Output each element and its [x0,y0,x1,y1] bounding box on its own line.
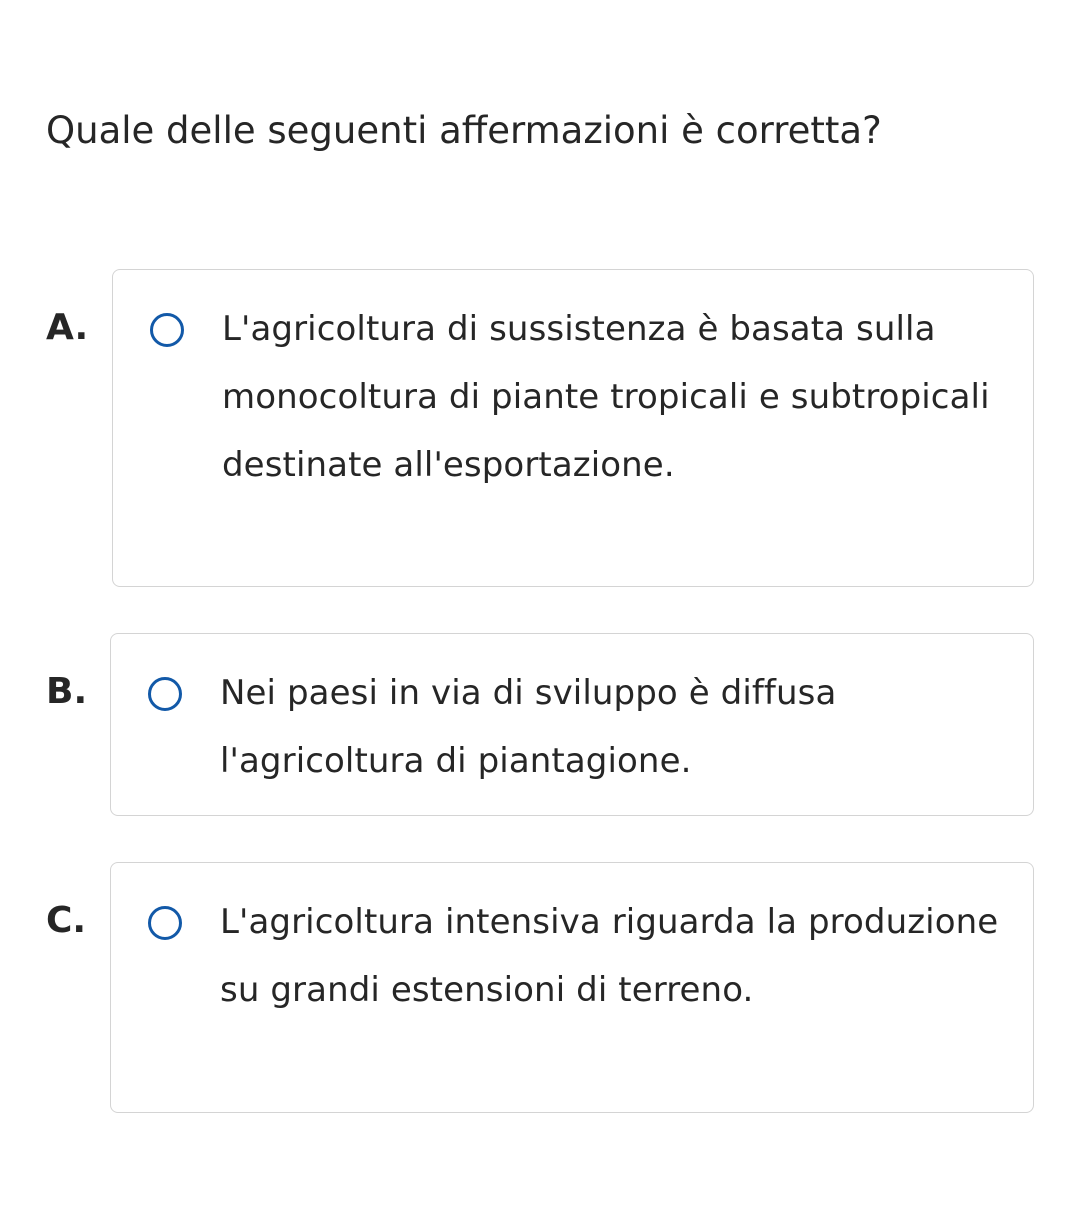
option-b-text: Nei paesi in via di sviluppo è diffusa l'agricoltura di piantagione. [220,673,837,781]
option-b-radio-icon[interactable] [148,677,182,711]
option-b-letter: B. [46,671,88,712]
option-b-card[interactable] [110,633,1034,816]
option-c-letter: C. [46,900,87,941]
question-text: Quale delle seguenti affermazioni è corretta? [46,109,882,152]
option-c-text: L'agricoltura intensiva riguarda la produzione su grandi estensioni di terreno. [220,902,999,1010]
option-c-card[interactable] [110,862,1034,1113]
option-a-letter: A. [46,307,89,348]
option-c-radio-icon[interactable] [148,906,182,940]
option-a-card[interactable] [112,269,1034,587]
option-a-radio-icon[interactable] [150,313,184,347]
option-a-text: L'agricoltura di sussistenza è basata sulla monocoltura di piante tropicali e subtropicali destinate all'esportazione. [222,309,990,485]
